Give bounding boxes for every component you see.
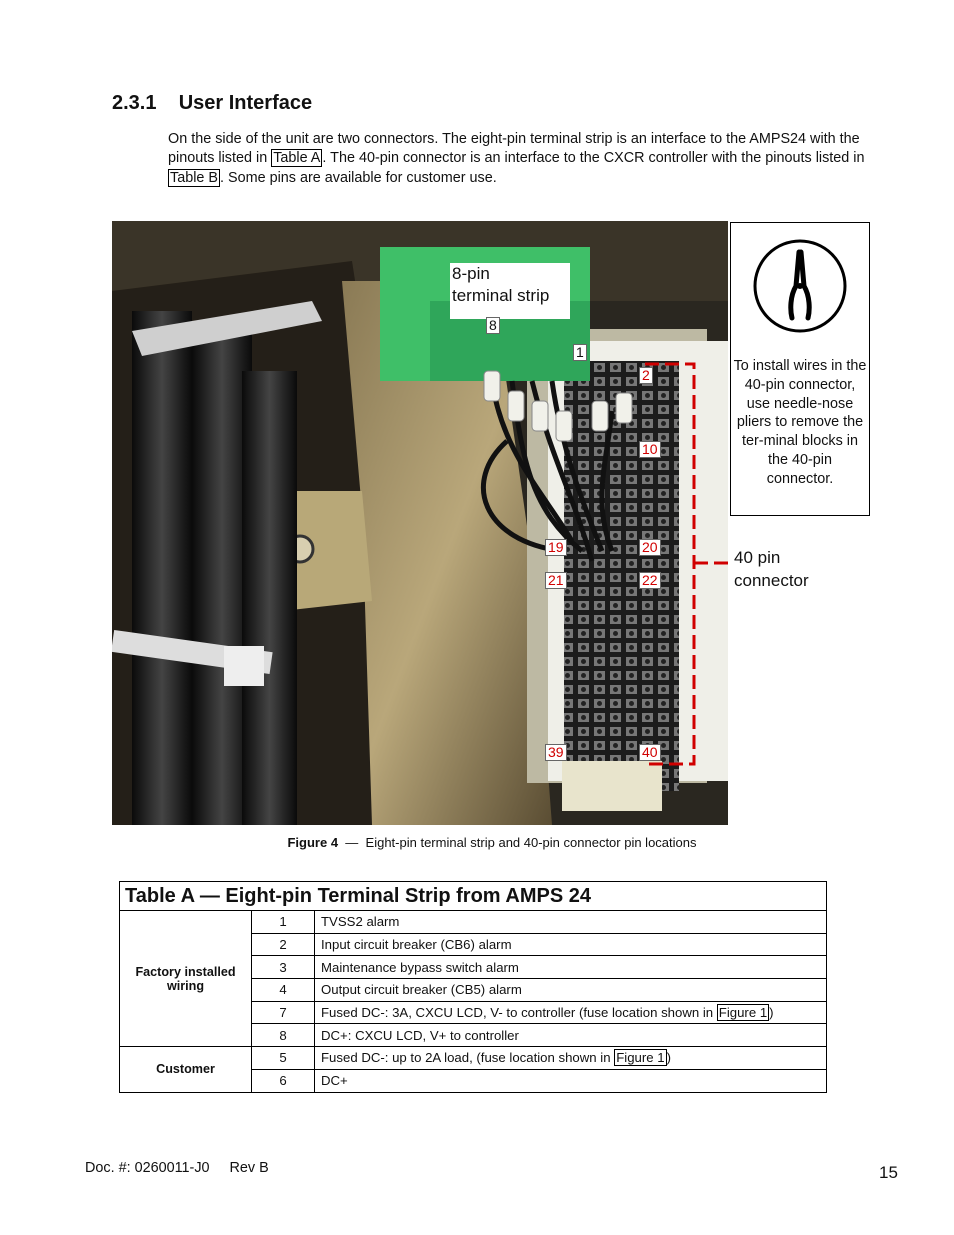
section-heading (112, 92, 312, 115)
table-b-link[interactable]: Table B (170, 169, 218, 186)
pin-label-2: 2 (639, 367, 653, 384)
figure-1-link[interactable]: Figure 1 (718, 1005, 768, 1021)
table-a-link[interactable]: Table A (273, 150, 321, 167)
pin-label-1: 1 (573, 344, 587, 361)
terminal-strip-callout-line2: terminal strip (452, 286, 550, 305)
group-customer: Customer (120, 1047, 252, 1092)
pin-label-19: 19 (545, 539, 567, 556)
pin-label-40: 40 (639, 744, 661, 761)
desc-cell: Maintenance bypass switch alarm (315, 956, 827, 979)
connector-photo (112, 221, 728, 825)
pin-cell: 6 (252, 1069, 315, 1092)
table-a (119, 881, 827, 1093)
pin-cell: 2 (252, 933, 315, 956)
pin-cell: 5 (252, 1047, 315, 1070)
pin-cell: 3 (252, 956, 315, 979)
table-row (120, 911, 827, 934)
desc-cell: TVSS2 alarm (315, 911, 827, 934)
figure-caption-label: Figure 4 (287, 835, 339, 850)
table-row (120, 1047, 827, 1070)
figure-1-link[interactable]: Figure 1 (616, 1050, 665, 1066)
intro-text-3: . Some pins are available for customer use. (220, 169, 497, 186)
desc-text-end: ) (769, 1005, 774, 1021)
document-number: Doc. #: 0260011-J0 Rev B (85, 1160, 269, 1176)
desc-cell: Output circuit breaker (CB5) alarm (315, 979, 827, 1002)
group-factory-installed (120, 911, 252, 1047)
figure-caption-text: Eight-pin terminal strip and 40-pin connector pin locations (365, 835, 697, 850)
pin-label-8: 8 (486, 317, 500, 334)
pin-cell: 4 (252, 979, 315, 1002)
pin-label-20: 20 (639, 539, 661, 556)
pin-cell: 1 (252, 911, 315, 934)
pin-label-39: 39 (545, 744, 567, 761)
figure-caption (112, 835, 872, 850)
section-number: 2.3.1 (112, 92, 157, 114)
desc-cell: Input circuit breaker (CB6) alarm (315, 933, 827, 956)
intro-paragraph (168, 130, 883, 188)
pliers-note-text: To install wires in the 40-pin connector, use needle-nose pliers to remove the ter-minal blocks in the 40-pin connector. (733, 358, 867, 487)
pin-label-21: 21 (545, 572, 567, 589)
page-number: 15 (879, 1163, 898, 1182)
figure-caption-dash: — (345, 835, 359, 850)
pin-label-10: 10 (639, 441, 661, 458)
table-a-title: Table A — Eight-pin Terminal Strip from AMPS 24 (120, 882, 827, 911)
intro-text-1: On the side of the unit are two connectors. The eight-pin terminal strip is an interface to the AMPS24 with the pinouts listed in (168, 131, 860, 167)
intro-text-2: . The 40-pin connector is an interface to the CXCR controller with the pinouts listed in (322, 150, 865, 167)
group-factory-line1: Factory installed (135, 964, 236, 979)
terminal-strip-callout-line1: 8-pin (452, 264, 490, 283)
group-factory-line2: wiring (166, 978, 205, 993)
desc-text-end: ) (666, 1050, 672, 1066)
connector-label-line2: connector (734, 571, 809, 590)
desc-cell: DC+: CXCU LCD, V+ to controller (315, 1024, 827, 1047)
desc-text: Fused DC-: up to 2A load, (fuse location shown in (321, 1050, 615, 1066)
desc-cell: DC+ (315, 1069, 827, 1092)
pin-cell: 7 (252, 1001, 315, 1024)
pin-cell: 8 (252, 1024, 315, 1047)
desc-cell (315, 1047, 827, 1070)
pin-label-22: 22 (639, 572, 661, 589)
needle-nose-pliers-icon (752, 238, 848, 334)
desc-text: Fused DC-: 3A, CXCU LCD, V- to controller (fuse location shown in (321, 1005, 717, 1021)
terminal-strip-callout (450, 263, 570, 319)
photo-illustration (112, 221, 728, 825)
connector-label-line1: 40 pin (734, 548, 781, 567)
desc-cell (315, 1001, 827, 1024)
section-title: User Interface (178, 92, 313, 114)
connector-label (734, 546, 809, 592)
pliers-note-box (730, 222, 870, 516)
